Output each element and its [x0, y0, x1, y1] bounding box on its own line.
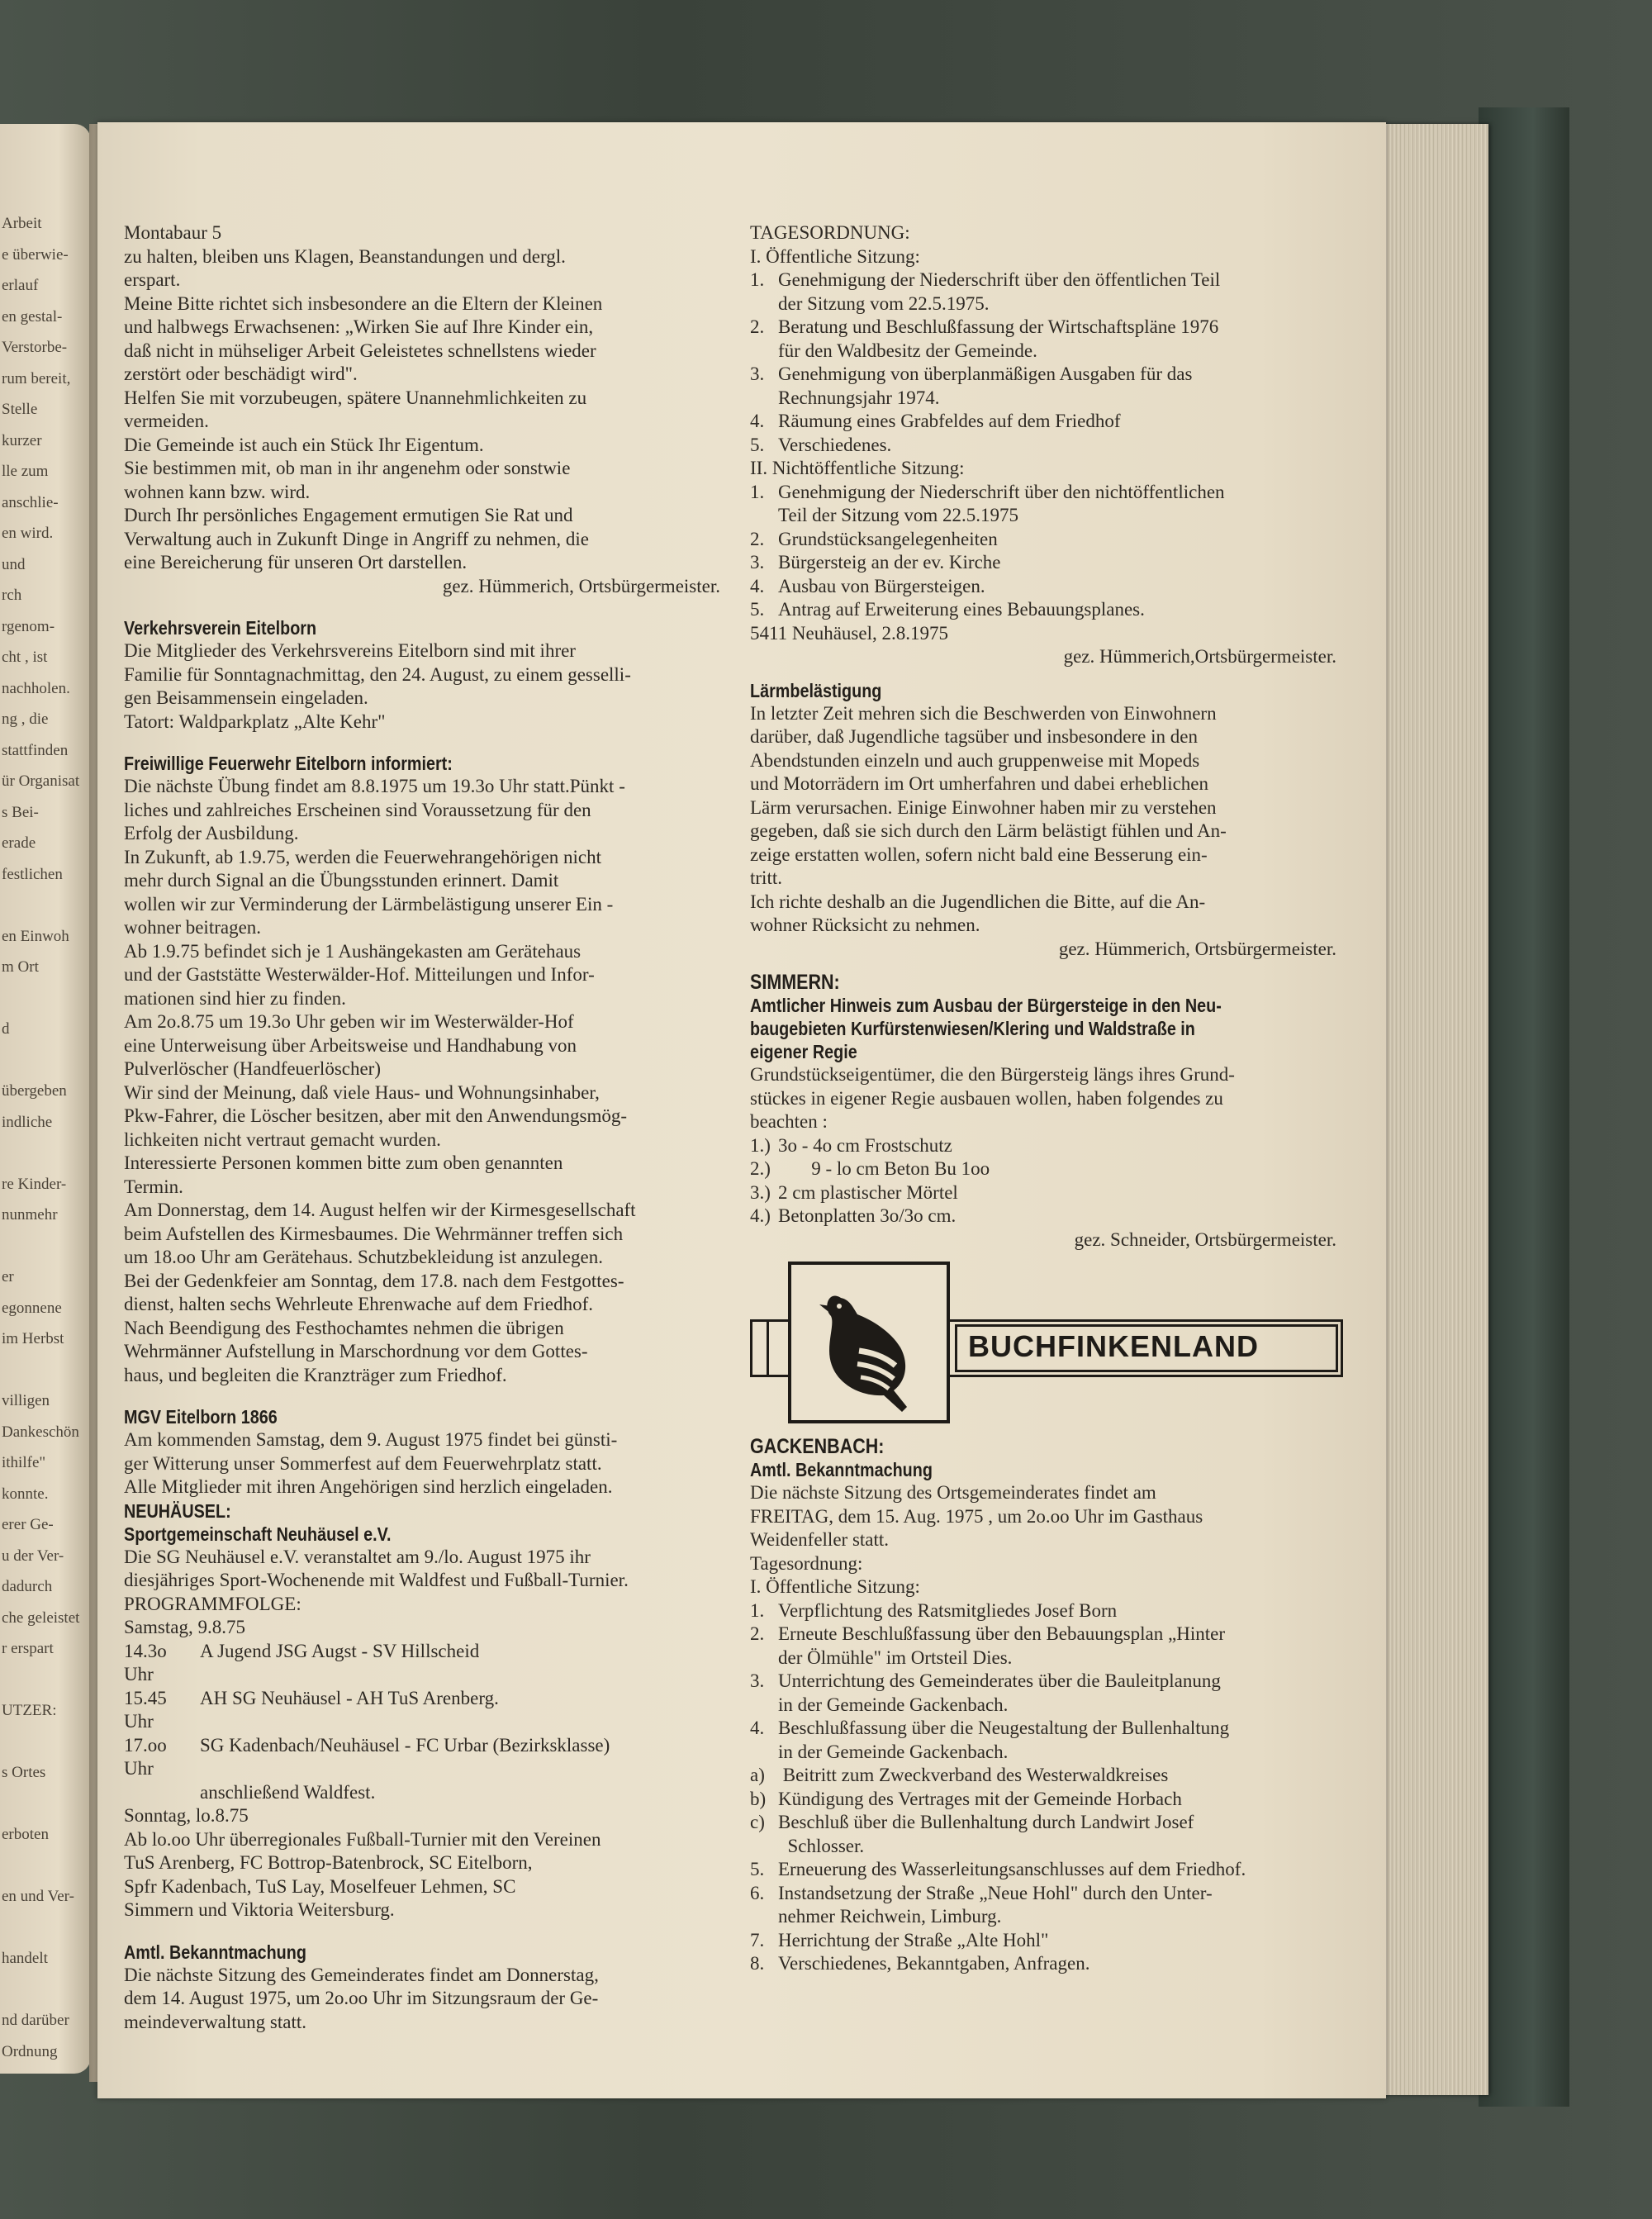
text-line: liches und zahlreiches Erscheinen sind Voraussetzung für den [124, 799, 591, 820]
logo-square [788, 1262, 950, 1423]
text-line: zeige erstatten wollen, sofern nicht bald eine Besserung ein- [750, 843, 1208, 865]
text-line: Bei der Gedenkfeier am Sonntag, dem 17.8. nach dem Festgottes- [124, 1270, 624, 1291]
item-text: Genehmigung der Niederschrift über den öffentlichen Teil der Sitzung vom 22.5.1975. [778, 269, 1221, 314]
text-line: wohnen kann bzw. wird. [124, 481, 311, 502]
text-line: Erfolg der Ausbildung. [124, 823, 299, 843]
program-row [124, 1687, 735, 1734]
item-text: Verschiedenes, Bekanntgaben, Anfragen. [778, 1953, 1090, 1974]
text-line: Ab 1.9.75 befindet sich je 1 Aushängekasten am Gerätehaus [124, 940, 582, 962]
item-number: 2.) [750, 1158, 771, 1179]
left-page-line: im Herbst [2, 1330, 64, 1347]
text-line: mehr durch Signal an die Übungsstunden erinnert. Damit [124, 870, 559, 891]
agenda-item [750, 1811, 1351, 1858]
left-page-line: cht , ist [2, 649, 48, 666]
neuhaeusel-section [124, 1499, 735, 1922]
sg-neuhaeusel-heading: Sportgemeinschaft Neuhäusel e.V. [124, 1523, 392, 1545]
text-line: Weidenfeller statt. [750, 1529, 890, 1550]
program-text: A Jugend JSG Augst - SV Hillscheid [200, 1640, 480, 1661]
verkehrsverein-heading: Verkehrsverein Eitelborn [124, 617, 317, 639]
agenda-item [750, 1670, 1351, 1717]
item-text: Erneute Beschlußfassung über den Bebauungsplan „Hinter der Ölmühle" im Ortsteil Dies. [778, 1623, 1225, 1668]
left-page-line: erade [2, 834, 36, 852]
item-number: 3. [750, 552, 765, 573]
left-page-line: rch [2, 587, 22, 604]
text-line: stückes in eigener Regie ausbauen wollen, haben folgendes zu [750, 1087, 1223, 1109]
left-page-line: en Einwoh [2, 927, 69, 945]
private-session-list [750, 481, 1351, 622]
left-page-line: übergeben [2, 1082, 67, 1100]
bekanntmachung-text [124, 1964, 735, 2035]
text-line: Die nächste Sitzung des Ortsgemeinderates findet am [750, 1482, 1156, 1503]
sunday-label: Sonntag, lo.8.75 [124, 1805, 249, 1826]
text-line: eine Unterweisung über Arbeitsweise und Handhabung von [124, 1034, 577, 1056]
simmern-subheading [750, 994, 1351, 1063]
simmern-subheading-line: baugebieten Kurfürstenwiesen/Klering und Waldstraße in [750, 1018, 1195, 1039]
text-line: PROGRAMMFOLGE: [124, 1593, 301, 1614]
requirement-item [750, 1157, 1351, 1181]
agenda-item [750, 481, 1351, 528]
agenda-item [750, 316, 1351, 363]
left-page-line: s Ortes [2, 1764, 46, 1781]
item-number: 6. [750, 1882, 765, 1903]
text-line: lichkeiten nicht vertraut gemacht wurden. [124, 1129, 441, 1150]
left-page-line: villigen [2, 1392, 50, 1409]
laerm-heading: Lärmbelästigung [750, 679, 882, 701]
simmern-section [750, 971, 1351, 1252]
left-page-line: stattfinden [2, 741, 69, 759]
left-page-line: indliche [2, 1113, 53, 1131]
item-text: Beratung und Beschlußfassung der Wirtschaftspläne 1976 für den Waldbesitz der Gemeinde. [778, 316, 1219, 361]
agenda-item [750, 598, 1351, 622]
program-time: 14.3o Uhr [124, 1640, 167, 1684]
item-text: Kündigung des Vertrages mit der Gemeinde Horbach [778, 1788, 1182, 1809]
gackenbach-text [750, 1481, 1351, 1599]
tagesordnung-signature: gez. Hümmerich,Ortsbürgermeister. [1063, 646, 1336, 667]
bekanntmachung-section [124, 1941, 735, 2035]
text-line: wollen wir zur Verminderung der Lärmbelästigung unserer Ein - [124, 893, 614, 915]
item-number: b) [750, 1788, 767, 1809]
program-time: 17.oo Uhr [124, 1734, 167, 1779]
text-line: daß nicht in mühseliger Arbeit Geleistetes schnellstens wieder [124, 340, 596, 361]
left-page-line: che geleistet [2, 1608, 80, 1627]
agenda-item [750, 1717, 1351, 1764]
left-page-line: en und Ver- [2, 1888, 74, 1905]
left-page-line: dadurch [2, 1578, 53, 1595]
simmern-heading: SIMMERN: [750, 971, 840, 994]
left-page-line: r erspart [2, 1640, 54, 1657]
agenda-item [750, 528, 1351, 552]
left-page-line: rum bereit, [2, 369, 71, 387]
left-page-line: e überwie- [2, 245, 69, 264]
text-line: Die Gemeinde ist auch ein Stück Ihr Eigentum. [124, 434, 484, 455]
text-line: um 18.oo Uhr am Gerätehaus. Schutzbekleidung ist anzulegen. [124, 1247, 603, 1267]
text-line: eine Bereicherung für unseren Ort darstellen. [124, 552, 468, 573]
text-line: und der Gaststätte Westerwälder-Hof. Mitteilungen und Infor- [124, 964, 595, 985]
program-row [124, 1781, 735, 1805]
left-page-line: Dankeschön [2, 1423, 79, 1441]
verkehrsverein-section [124, 616, 735, 734]
item-number: 4.) [750, 1205, 771, 1226]
agenda-item [750, 268, 1351, 316]
agenda-item [750, 1858, 1351, 1882]
item-number: 5. [750, 434, 765, 455]
text-line: Grundstückseigentümer, die den Bürgersteig längs ihres Grund- [750, 1064, 1235, 1085]
item-number: 3. [750, 1670, 765, 1691]
item-text: 2 cm plastischer Mörtel [778, 1181, 958, 1203]
program-time: 15.45 Uhr [124, 1687, 167, 1732]
item-text: Erneuerung des Wasserleitungsanschlusses auf dem Friedhof. [778, 1859, 1246, 1879]
program-text: AH SG Neuhäusel - AH TuS Arenberg. [200, 1687, 499, 1708]
requirement-item [750, 1134, 1351, 1158]
item-text: Beschluß über die Bullenhaltung durch Landwirt Josef Schlosser. [778, 1812, 1194, 1856]
buchfinkenland-logo [750, 1262, 1345, 1427]
left-page-line: lle zum [2, 463, 49, 480]
text-line: tritt. [750, 867, 782, 888]
simmern-text [750, 1063, 1351, 1134]
item-number: 1.) [750, 1134, 771, 1156]
simmern-subheading-line: Amtlicher Hinweis zum Ausbau der Bürgersteige in den Neu- [750, 995, 1222, 1016]
laerm-section [750, 679, 1351, 962]
text-line: Meine Bitte richtet sich insbesondere an die Eltern der Kleinen [124, 292, 603, 314]
left-page-line: nd darüber [2, 2012, 69, 2029]
simmern-subheading-line: eigener Regie [750, 1041, 857, 1062]
item-number: a) [750, 1765, 765, 1785]
agenda-item [750, 575, 1351, 599]
sunday-program [124, 1828, 735, 1922]
neuhaeusel-text [124, 1546, 735, 1640]
left-page-line: erboten [2, 1826, 49, 1843]
text-line: Samstag, 9.8.75 [124, 1617, 245, 1637]
program-row [124, 1640, 735, 1687]
text-line: I. Öffentliche Sitzung: [750, 1576, 920, 1597]
left-page-line: handelt [2, 1950, 48, 1967]
item-number: 1. [750, 1599, 765, 1621]
agenda-item [750, 1623, 1351, 1670]
item-text: Verschiedenes. [778, 434, 892, 455]
item-text: Beitritt zum Zweckverband des Westerwaldkreises [778, 1765, 1169, 1785]
mgv-section [124, 1405, 735, 1499]
text-line: diesjähriges Sport-Wochenende mit Waldfest und Fußball-Turnier. [124, 1570, 629, 1590]
text-line: ger Witterung unser Sommerfest auf dem Feuerwehrplatz statt. [124, 1452, 602, 1474]
agenda-item [750, 363, 1351, 410]
left-page-line: rgenom- [2, 617, 55, 635]
requirement-item [750, 1181, 1351, 1205]
text-line: und Motorrädern im Ort umherfahren und dabei erheblichen [750, 773, 1208, 794]
left-page-line: Ordnung [2, 2042, 58, 2060]
right-column [750, 221, 1351, 1976]
gackenbach-section [750, 1435, 1351, 1976]
private-session-label: II. Nichtöffentliche Sitzung: [750, 458, 965, 478]
public-session-label: I. Öffentliche Sitzung: [750, 245, 920, 267]
item-text: Herrichtung der Straße „Alte Hohl" [778, 1929, 1049, 1951]
text-line: Spfr Kadenbach, TuS Lay, Moselfeuer Lehmen, SC [124, 1875, 516, 1897]
mgv-text [124, 1428, 735, 1499]
left-page-line: s Bei- [2, 803, 39, 821]
text-line: In letzter Zeit mehren sich die Beschwerden von Einwohnern [750, 702, 1217, 724]
item-text: Instandsetzung der Straße „Neue Hohl" durch den Unter- nehmer Reichwein, Limburg. [778, 1882, 1213, 1927]
text-line: Ab lo.oo Uhr überregionales Fußball-Turnier mit den Vereinen [124, 1828, 601, 1850]
bird-icon [791, 1265, 947, 1420]
left-page-line: ithilfe" [2, 1454, 46, 1471]
item-number: c) [750, 1812, 765, 1832]
laerm-text [750, 702, 1351, 938]
text-line: Wehrmänner Aufstellung in Marschordnung vor dem Gottes- [124, 1341, 588, 1361]
logo-text: BUCHFINKENLAND [968, 1329, 1259, 1363]
item-text: Genehmigung von überplanmäßigen Ausgaben für das Rechnungsjahr 1974. [778, 363, 1193, 408]
item-number: 1. [750, 269, 765, 290]
text-line: Interessierte Personen kommen bitte zum oben genannten [124, 1152, 563, 1173]
item-number: 2. [750, 1623, 765, 1644]
item-text: 9 - lo cm Beton Bu 1oo [778, 1158, 990, 1179]
item-text: Unterrichtung des Gemeinderates über die Bauleitplanung in der Gemeinde Gackenbach. [778, 1670, 1221, 1715]
item-text: Beschlußfassung über die Neugestaltung der Bullenhaltung in der Gemeinde Gackenbach. [778, 1718, 1230, 1762]
item-number: 8. [750, 1953, 765, 1974]
program-row [124, 1734, 735, 1781]
text-line: dienst, halten sechs Wehrleute Ehrenwache auf dem Friedhof. [124, 1294, 594, 1314]
tagesordnung-section [750, 221, 1351, 669]
left-page-line: m Ort [2, 958, 39, 976]
text-line: zerstört oder beschädigt wird". [124, 363, 358, 384]
left-page-line: festlichen [2, 865, 63, 883]
book-cover [1479, 107, 1569, 2107]
text-line: Alle Mitglieder mit ihren Angehörigen sind herzlich eingeladen. [124, 1476, 613, 1497]
item-number: 7. [750, 1929, 765, 1951]
text-line: Tagesordnung: [750, 1552, 863, 1574]
neuhaeusel-heading: NEUHÄUSEL: [124, 1499, 231, 1522]
text-line: gen Beisammensein eingeladen. [124, 687, 368, 708]
text-line: Verwaltung auch in Zukunft Dinge in Angriff zu nehmen, die [124, 528, 589, 549]
program-time [124, 1781, 200, 1805]
simmern-signature: gez. Schneider, Ortsbürgermeister. [1074, 1228, 1336, 1250]
verkehrsverein-text [124, 639, 735, 734]
page-stack-edge [1381, 124, 1488, 2095]
text-line: Die SG Neuhäusel e.V. veranstaltet am 9./lo. August 1975 ihr [124, 1546, 591, 1567]
text-line: Montabaur 5 [124, 222, 222, 243]
left-page-line: Verstorbe- [2, 339, 68, 356]
bekanntmachung-heading: Amtl. Bekanntmachung [124, 1941, 306, 1963]
text-line: beachten : [750, 1111, 828, 1132]
item-text: Bürgersteig an der ev. Kirche [778, 552, 1001, 573]
text-line: FREITAG, dem 15. Aug. 1975 , um 2o.oo Uhr im Gasthaus [750, 1505, 1203, 1527]
simmern-list [750, 1134, 1351, 1228]
text-line: Sie bestimmen mit, ob man in ihr angenehm oder sonstwie [124, 458, 571, 478]
item-text: Grundstücksangelegenheiten [778, 528, 998, 549]
text-line: zu halten, bleiben uns Klagen, Beanstandungen und dergl. [124, 245, 566, 267]
text-line: Wir sind der Meinung, daß viele Haus- und Wohnungsinhaber, [124, 1081, 600, 1103]
intro-section [124, 221, 735, 598]
text-line: Pulverlöscher (Handfeuerlöscher) [124, 1058, 382, 1079]
text-line: Familie für Sonntagnachmittag, den 24. August, zu einem gesselli- [124, 663, 631, 685]
laerm-signature: gez. Hümmerich, Ortsbürgermeister. [1058, 938, 1336, 959]
agenda-item [750, 1952, 1351, 1976]
requirement-item [750, 1205, 1351, 1228]
left-column [124, 221, 735, 2034]
item-number: 5. [750, 599, 765, 620]
left-page-line: und [2, 555, 26, 573]
text-line: beim Aufstellen des Kirmesbaumes. Die Wehrmänner treffen sich [124, 1223, 624, 1244]
left-page-line: ür Organisat [2, 772, 80, 790]
text-line: In Zukunft, ab 1.9.75, werden die Feuerwehrangehörigen nicht [124, 846, 602, 867]
text-line: wohner beitragen. [124, 917, 262, 938]
left-page-line: UTZER: [2, 1702, 57, 1719]
left-page-line: d [2, 1020, 10, 1038]
saturday-program [124, 1640, 735, 1805]
feuerwehr-section [124, 752, 735, 1387]
item-text: Antrag auf Erweiterung eines Bebauungsplanes. [778, 599, 1145, 620]
item-text: Verpflichtung des Ratsmitgliedes Josef Born [778, 1599, 1118, 1621]
gackenbach-list [750, 1599, 1351, 1976]
left-page-line: u der Ver- [2, 1547, 64, 1565]
tagesordnung-heading: TAGESORDNUNG: [750, 222, 910, 243]
text-line: Am 2o.8.75 um 19.3o Uhr geben wir im Westerwälder-Hof [124, 1011, 574, 1032]
text-line: Ich richte deshalb an die Jugendlichen die Bitte, auf die An- [750, 891, 1206, 912]
text-line: Helfen Sie mit vorzubeugen, spätere Unannehmlichkeiten zu [124, 387, 587, 408]
intro-text [124, 221, 735, 575]
agenda-item [750, 1788, 1351, 1812]
intro-signature: gez. Hümmerich, Ortsbürgermeister. [442, 575, 720, 596]
agenda-item [750, 410, 1351, 434]
text-line: Die Mitglieder des Verkehrsvereins Eitelborn sind mit ihrer [124, 640, 576, 661]
feuerwehr-text [124, 775, 735, 1387]
item-text: Räumung eines Grabfeldes auf dem Friedhof [778, 411, 1121, 431]
item-number: 1. [750, 481, 765, 502]
agenda-item [750, 1599, 1351, 1623]
agenda-item [750, 1882, 1351, 1929]
item-number: 5. [750, 1859, 765, 1879]
text-line: Tatort: Waldparkplatz „Alte Kehr" [124, 710, 386, 732]
text-line: erspart. [124, 269, 181, 290]
item-number: 2. [750, 528, 765, 549]
gackenbach-subheading: Amtl. Bekanntmachung [750, 1459, 933, 1480]
left-page-line: ng , die [2, 710, 49, 728]
left-page-line: nachholen. [2, 679, 70, 697]
agenda-item [750, 434, 1351, 458]
item-number: 3. [750, 363, 765, 384]
text-line: meindeverwaltung statt. [124, 2011, 306, 2032]
text-line: Lärm verursachen. Einige Einwohner haben mir zu verstehen [750, 796, 1217, 818]
public-session-list [750, 268, 1351, 457]
text-line: wohner Rücksicht zu nehmen. [750, 915, 980, 935]
item-text: 3o - 4o cm Frostschutz [778, 1134, 952, 1156]
text-line: Abendstunden einzeln und auch gruppenweise mit Mopeds [750, 749, 1200, 771]
gackenbach-heading: GACKENBACH: [750, 1435, 885, 1458]
left-page-line: er [2, 1268, 14, 1285]
item-number: 4. [750, 411, 765, 431]
text-line: gegeben, daß sie sich durch den Lärm belästigt fühlen und An- [750, 820, 1227, 841]
item-text: Ausbau von Bürgersteigen. [778, 575, 985, 596]
item-text: Genehmigung der Niederschrift über den nichtöffentlichen Teil der Sitzung vom 22.5.1975 [778, 481, 1225, 525]
text-line: haus, und begleiten die Kranzträger zum Friedhof. [124, 1364, 507, 1385]
item-number: 4. [750, 575, 765, 596]
text-line: Simmern und Viktoria Weitersburg. [124, 1899, 395, 1920]
text-line: dem 14. August 1975, um 2o.oo Uhr im Sitzungsraum der Ge- [124, 1988, 599, 2008]
text-line: Pkw-Fahrer, die Löscher besitzen, aber mit den Anwendungsmög- [124, 1105, 628, 1126]
text-line: Termin. [124, 1176, 183, 1197]
left-page-line: Arbeit [2, 215, 42, 232]
text-line: Die nächste Übung findet am 8.8.1975 um 19.3o Uhr statt.Pünkt - [124, 776, 625, 796]
item-number: 4. [750, 1718, 765, 1738]
item-text: Betonplatten 3o/3o cm. [778, 1205, 957, 1226]
left-page-line: konnte. [2, 1485, 49, 1503]
left-page-line: en gestal- [2, 307, 63, 325]
text-line: und halbwegs Erwachsenen: „Wirken Sie auf Ihre Kinder ein, [124, 316, 594, 337]
text-line: darüber, daß Jugendliche tagsüber und insbesondere in den [750, 726, 1198, 747]
left-page-line: nunmehr [2, 1206, 58, 1224]
text-line: Durch Ihr persönliches Engagement ermutigen Sie Rat und [124, 505, 573, 525]
place-date: 5411 Neuhäusel, 2.8.1975 [750, 622, 948, 644]
left-page-line: re Kinder- [2, 1175, 67, 1193]
agenda-item [750, 551, 1351, 575]
text-line: mationen sind hier zu finden. [124, 987, 346, 1009]
left-page-line: kurzer [2, 431, 42, 449]
text-line: TuS Arenberg, FC Bottrop-Batenbrock, SC Eitelborn, [124, 1852, 533, 1873]
text-line: Am Donnerstag, dem 14. August helfen wir der Kirmesgesellschaft [124, 1200, 636, 1220]
left-page-line: erer Ge- [2, 1516, 54, 1533]
text-line: Am kommenden Samstag, dem 9. August 1975 findet bei günsti- [124, 1429, 618, 1450]
text-line: Nach Beendigung des Festhochamtes nehmen die übrigen [124, 1317, 564, 1338]
text-line: Die nächste Sitzung des Gemeinderates findet am Donnerstag, [124, 1964, 599, 1985]
left-page-line: en wird. [2, 525, 54, 542]
left-page-fragment [0, 124, 91, 2074]
program-text: anschließend Waldfest. [200, 1781, 376, 1803]
feuerwehr-heading: Freiwillige Feuerwehr Eitelborn informiert: [124, 753, 453, 774]
left-page-line: egonnene [2, 1299, 62, 1317]
text-line: vermeiden. [124, 411, 209, 431]
left-page-line: anschlie- [2, 493, 59, 511]
left-page-line: Stelle [2, 401, 38, 418]
program-text: SG Kadenbach/Neuhäusel - FC Urbar (Bezirksklasse) [200, 1734, 610, 1756]
agenda-item [750, 1929, 1351, 1953]
agenda-item [750, 1764, 1351, 1788]
left-page-line: erlauf [2, 277, 39, 294]
item-number: 2. [750, 316, 765, 337]
mgv-heading: MGV Eitelborn 1866 [124, 1406, 278, 1428]
item-number: 3.) [750, 1181, 771, 1203]
